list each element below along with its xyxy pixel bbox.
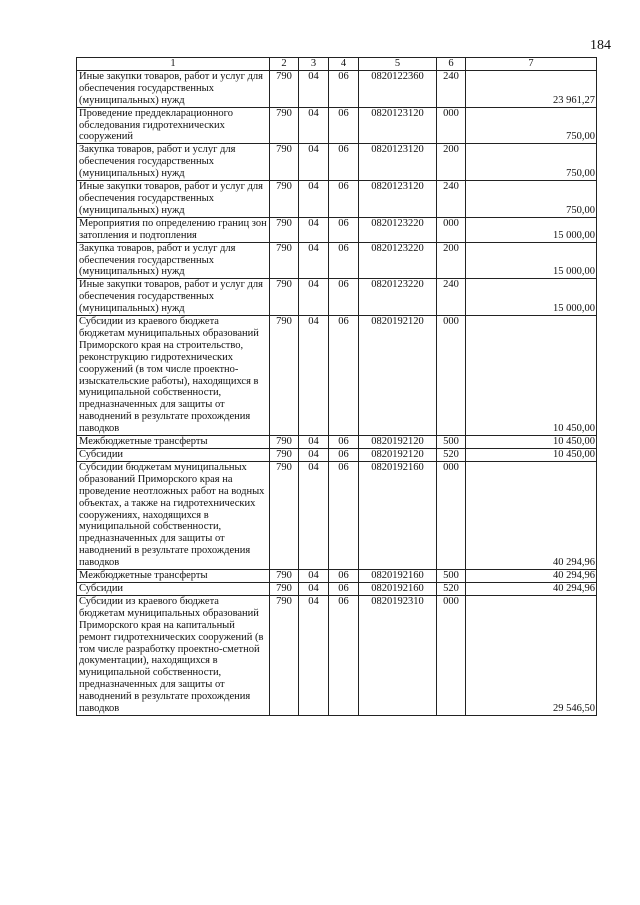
row-code-c5: 0820192310 <box>359 595 437 715</box>
row-code-c6: 240 <box>437 279 466 316</box>
row-amount: 15 000,00 <box>466 217 597 242</box>
row-code-c6: 000 <box>437 217 466 242</box>
row-code-c3: 04 <box>299 582 329 595</box>
row-code-c3: 04 <box>299 436 329 449</box>
row-code-c5: 0820123220 <box>359 242 437 279</box>
row-code-c4: 06 <box>329 316 359 436</box>
row-code-c2: 790 <box>270 144 299 181</box>
row-code-c5: 0820192160 <box>359 570 437 583</box>
row-code-c4: 06 <box>329 436 359 449</box>
row-code-c3: 04 <box>299 570 329 583</box>
row-name: Закупка товаров, работ и услуг для обеспечения государственных (муниципальных) нужд <box>77 242 270 279</box>
budget-table <box>76 57 597 716</box>
row-code-c6: 500 <box>437 570 466 583</box>
row-code-c3: 04 <box>299 181 329 218</box>
table-row <box>77 316 597 436</box>
table-row <box>77 181 597 218</box>
table-row <box>77 449 597 462</box>
row-amount: 15 000,00 <box>466 242 597 279</box>
row-name: Субсидии из краевого бюджета бюджетам муниципальных образований Приморского края на строительство, реконструкцию гидротехнических сооружений (в том числе проектно-изыскательские работы), находящихся в муниципальной собственности, предназначенных для защиты от наводнений в результате прохождения паводков <box>77 316 270 436</box>
row-code-c2: 790 <box>270 217 299 242</box>
table-row <box>77 70 597 107</box>
row-code-c3: 04 <box>299 70 329 107</box>
row-code-c6: 000 <box>437 107 466 144</box>
row-amount: 40 294,96 <box>466 461 597 569</box>
row-name: Иные закупки товаров, работ и услуг для обеспечения государственных (муниципальных) нужд <box>77 70 270 107</box>
row-name: Закупка товаров, работ и услуг для обеспечения государственных (муниципальных) нужд <box>77 144 270 181</box>
row-code-c6: 000 <box>437 461 466 569</box>
row-code-c2: 790 <box>270 181 299 218</box>
table-header-row <box>77 58 597 71</box>
row-code-c5: 0820192120 <box>359 449 437 462</box>
row-name: Мероприятия по определению границ зон затопления и подтопления <box>77 217 270 242</box>
row-code-c3: 04 <box>299 316 329 436</box>
row-code-c4: 06 <box>329 144 359 181</box>
row-name: Межбюджетные трансферты <box>77 570 270 583</box>
row-code-c2: 790 <box>270 436 299 449</box>
row-code-c4: 06 <box>329 595 359 715</box>
row-amount: 750,00 <box>466 181 597 218</box>
table-row <box>77 144 597 181</box>
row-code-c5: 0820192120 <box>359 436 437 449</box>
row-amount: 10 450,00 <box>466 449 597 462</box>
column-header: 2 <box>270 58 299 71</box>
row-name: Субсидии из краевого бюджета бюджетам муниципальных образований Приморского края на капитальный ремонт гидротехнических сооружений (в том числе разработку проектно-сметной документации), находящихся в муниципальной собственности, предназначенных для защиты от наводнений в результате прохождения паводков <box>77 595 270 715</box>
row-amount: 23 961,27 <box>466 70 597 107</box>
row-code-c5: 0820192160 <box>359 461 437 569</box>
row-code-c2: 790 <box>270 570 299 583</box>
row-code-c5: 0820123220 <box>359 279 437 316</box>
row-code-c3: 04 <box>299 217 329 242</box>
row-name: Межбюджетные трансферты <box>77 436 270 449</box>
row-code-c6: 240 <box>437 70 466 107</box>
row-code-c5: 0820122360 <box>359 70 437 107</box>
row-code-c4: 06 <box>329 242 359 279</box>
row-code-c3: 04 <box>299 461 329 569</box>
row-name: Проведение преддекларационного обследования гидротехнических сооружений <box>77 107 270 144</box>
row-code-c3: 04 <box>299 107 329 144</box>
row-amount: 10 450,00 <box>466 316 597 436</box>
row-code-c4: 06 <box>329 461 359 569</box>
row-amount: 10 450,00 <box>466 436 597 449</box>
row-amount: 750,00 <box>466 144 597 181</box>
row-code-c2: 790 <box>270 107 299 144</box>
row-code-c3: 04 <box>299 279 329 316</box>
row-code-c2: 790 <box>270 595 299 715</box>
row-code-c4: 06 <box>329 582 359 595</box>
row-name: Иные закупки товаров, работ и услуг для обеспечения государственных (муниципальных) нужд <box>77 279 270 316</box>
column-header: 7 <box>466 58 597 71</box>
row-code-c4: 06 <box>329 107 359 144</box>
row-amount: 750,00 <box>466 107 597 144</box>
table-row <box>77 217 597 242</box>
row-code-c4: 06 <box>329 279 359 316</box>
row-code-c3: 04 <box>299 144 329 181</box>
table-row <box>77 582 597 595</box>
row-amount: 40 294,96 <box>466 582 597 595</box>
row-code-c4: 06 <box>329 70 359 107</box>
row-code-c6: 500 <box>437 436 466 449</box>
row-amount: 40 294,96 <box>466 570 597 583</box>
table-row <box>77 242 597 279</box>
row-code-c6: 200 <box>437 144 466 181</box>
row-name: Субсидии <box>77 582 270 595</box>
row-code-c6: 240 <box>437 181 466 218</box>
row-code-c4: 06 <box>329 449 359 462</box>
row-code-c6: 000 <box>437 595 466 715</box>
table-row <box>77 461 597 569</box>
table-row <box>77 570 597 583</box>
row-code-c4: 06 <box>329 570 359 583</box>
column-header: 4 <box>329 58 359 71</box>
column-header: 3 <box>299 58 329 71</box>
row-code-c3: 04 <box>299 449 329 462</box>
row-code-c5: 0820123220 <box>359 217 437 242</box>
row-code-c4: 06 <box>329 217 359 242</box>
row-code-c2: 790 <box>270 316 299 436</box>
row-name: Субсидии <box>77 449 270 462</box>
table-row <box>77 436 597 449</box>
column-header: 6 <box>437 58 466 71</box>
row-code-c3: 04 <box>299 242 329 279</box>
column-header: 1 <box>77 58 270 71</box>
row-code-c2: 790 <box>270 70 299 107</box>
table-row <box>77 595 597 715</box>
row-code-c6: 520 <box>437 449 466 462</box>
row-code-c2: 790 <box>270 582 299 595</box>
row-code-c2: 790 <box>270 242 299 279</box>
row-name: Иные закупки товаров, работ и услуг для обеспечения государственных (муниципальных) нужд <box>77 181 270 218</box>
row-code-c2: 790 <box>270 449 299 462</box>
row-code-c6: 520 <box>437 582 466 595</box>
row-code-c4: 06 <box>329 181 359 218</box>
table-row <box>77 107 597 144</box>
row-amount: 29 546,50 <box>466 595 597 715</box>
column-header: 5 <box>359 58 437 71</box>
row-code-c5: 0820123120 <box>359 107 437 144</box>
row-code-c6: 000 <box>437 316 466 436</box>
page-number: 184 <box>590 38 611 53</box>
row-code-c5: 0820192160 <box>359 582 437 595</box>
row-code-c5: 0820192120 <box>359 316 437 436</box>
table-row <box>77 279 597 316</box>
row-code-c6: 200 <box>437 242 466 279</box>
row-code-c5: 0820123120 <box>359 144 437 181</box>
row-amount: 15 000,00 <box>466 279 597 316</box>
row-code-c2: 790 <box>270 279 299 316</box>
row-name: Субсидии бюджетам муниципальных образований Приморского края на проведение неотложных работ на водных объектах, а также на гидротехнических сооружениях, находящихся в муниципальной собственности, предназначенных для защиты от наводнений в результате прохождения паводков <box>77 461 270 569</box>
row-code-c3: 04 <box>299 595 329 715</box>
row-code-c2: 790 <box>270 461 299 569</box>
row-code-c5: 0820123120 <box>359 181 437 218</box>
